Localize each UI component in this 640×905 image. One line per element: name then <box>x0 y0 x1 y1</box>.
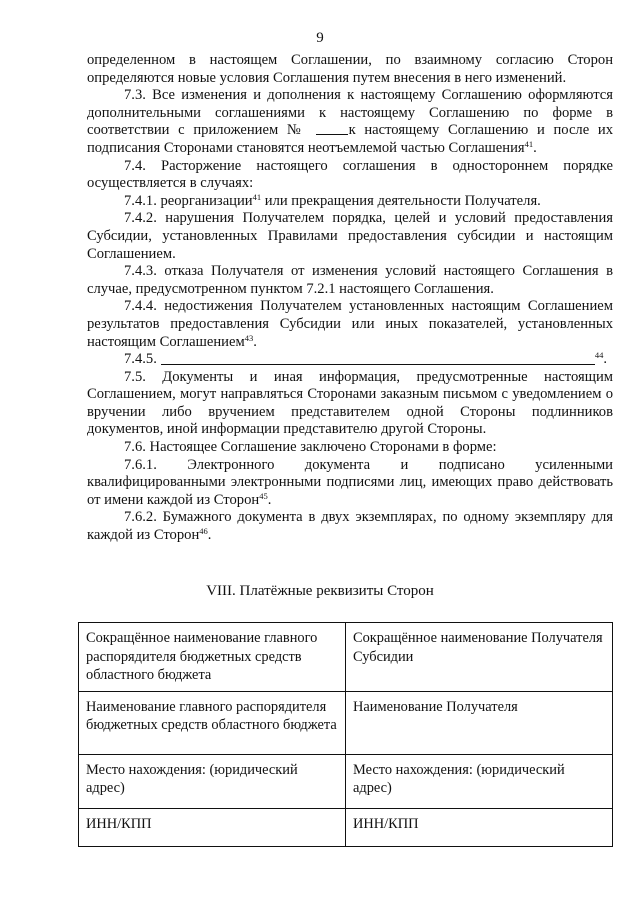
table-cell: Сокращённое наименование главного распорядителя бюджетных средств областного бюджета <box>79 623 346 692</box>
footnote-ref: 41 <box>524 138 534 149</box>
agreement-text <box>87 52 613 545</box>
table-cell: ИНН/КПП <box>79 808 346 846</box>
appendix-number-blank <box>316 123 348 135</box>
paragraph-7-4-1-part-a: 7.4.1. реорганизации <box>124 192 253 209</box>
paragraph-7-4-4: 7.4.4. недостижения Получателем установленных настоящим Соглашением результатов предоставления Субсидии или иных показателей, установленных настоящим Соглашением$^{43}$. <box>87 298 613 350</box>
paragraph-7-4-2: 7.4.2. нарушения Получателем порядка, целей и условий предоставления Субсидии, установленных Правилами предоставления субсидии и настоящим Соглашением. <box>87 210 613 262</box>
paragraph-7-6-1-text: 7.6.1. Электронного документа и подписано усиленными квалифицированными электронными подписями лиц, имеющих право действовать от имени каждой из Сторон <box>87 456 613 508</box>
footnote-ref: 46 <box>199 526 208 537</box>
table-cell: Место нахождения: (юридический адрес) <box>346 754 613 808</box>
footnote-ref: 44 <box>594 350 604 361</box>
paragraph-7-6: 7.6. Настоящее Соглашение заключено Сторонами в форме: <box>124 439 497 456</box>
paragraph-7-3: 7.3. Все изменения и дополнения к настоящему Соглашению оформляются дополнительными соглашениями к настоящему Соглашению по форме в соответствии с приложением № к настоящему Соглашению и после их подписания Сторонами становятся неотъемлемой частью Соглашения$^{41}$. <box>87 87 613 156</box>
table-cell: Сокращённое наименование Получателя Субсидии <box>346 623 613 692</box>
paragraph-7-3-part-b: к настоящему Соглашению и после их подписания Сторонами становятся неотъемлемой частью Соглашения <box>87 122 613 156</box>
footnote-ref: 45 <box>259 490 268 501</box>
requisites-table <box>78 622 613 847</box>
page-number: 9 <box>316 30 324 46</box>
table-cell: Наименование Получателя <box>346 691 613 754</box>
paragraph-7-4-1-part-b: или прекращения деятельности Получателя. <box>261 192 541 209</box>
fill-in-line <box>161 352 595 365</box>
paragraph-7-6-2-text: 7.6.2. Бумажного документа в двух экземплярах, по одному экземпляру для каждой из Сторон <box>87 509 613 544</box>
table-cell: Место нахождения: (юридический адрес) <box>79 754 346 808</box>
paragraph-7-4-1 <box>87 193 613 211</box>
table-row <box>79 691 613 754</box>
footnote-ref: 43 <box>244 332 254 343</box>
paragraph-7-4: 7.4. Расторжение настоящего соглашения в одностороннем порядке осуществляется в случаях: <box>87 157 613 192</box>
paragraph-7-3-part-a: 7.3. Все изменения и дополнения к настоящему Соглашению оформляются дополнительными соглашениями к настоящему Соглашению по форме в соответствии с приложением № <box>87 87 613 139</box>
paragraph-7-5: 7.5. Документы и иная информация, предусмотренные настоящим Соглашением, могут направляться Сторонами заказным письмом с уведомлением о вручении либо вручением представителем одной Стороны подлинников документов, иной информации представителю другой Стороны. <box>87 368 613 438</box>
footnote-ref: 41 <box>252 191 262 202</box>
paragraph-7-4-5-label: 7.4.5. <box>124 351 157 368</box>
paragraph-7-4-5: 7.4.5. $^{44}$. <box>124 350 607 368</box>
paragraph-7-4-4-text: 7.4.4. недостижения Получателем установленных настоящим Соглашением результатов предоставления Субсидии или иных показателей, установленных настоящим Соглашением <box>87 298 613 350</box>
paragraph-7-6-2: 7.6.2. Бумажного документа в двух экземплярах, по одному экземпляру для каждой из Сторон$^{46}$. <box>87 509 613 544</box>
paragraph-7-4-3: 7.4.3. отказа Получателя от изменения условий настоящего Соглашения в случае, предусмотренном пунктом 7.2.1 настоящего Соглашения. <box>87 263 613 297</box>
table-cell: Наименование главного распорядителя бюджетных средств областного бюджета <box>79 691 346 754</box>
table-row <box>79 754 613 808</box>
table-cell: ИНН/КПП <box>346 808 613 846</box>
paragraph-continuation: определенном в настоящем Соглашении, по взаимному согласию Сторон определяются новые условия Соглашения путем внесения в него изменений. <box>87 52 613 86</box>
table-row <box>79 808 613 846</box>
table-row <box>79 623 613 692</box>
paragraph-7-6-1: 7.6.1. Электронного документа и подписано усиленными квалифицированными электронными подписями лиц, имеющих право действовать от имени каждой из Сторон$^{45}$. <box>87 456 613 508</box>
section-title: VIII. Платёжные реквизиты Сторон <box>206 583 434 599</box>
